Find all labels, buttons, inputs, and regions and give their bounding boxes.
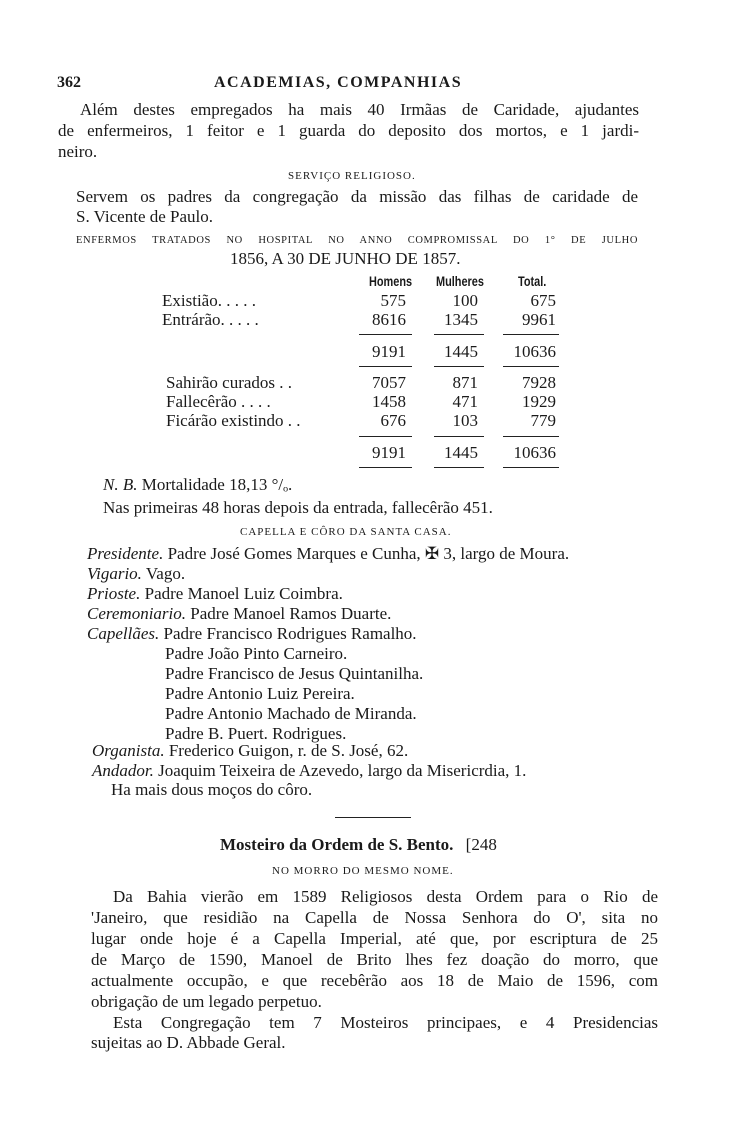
capellao-name: Padre B. Puert. Rodrigues.	[165, 724, 347, 743]
mosteiro-line: de Março de 1590, Manoel de Brito lhes fez doação do morro, que	[91, 950, 658, 969]
running-title: ACADEMIAS, COMPANHIAS	[214, 74, 463, 91]
sum-rule	[503, 436, 559, 437]
mosteiro-title-text: Mosteiro da Ordem de S. Bento.	[220, 835, 454, 854]
page-number: 362	[57, 74, 81, 91]
table-row-label: Existião. . . . .	[162, 291, 256, 310]
mosteiro-title	[220, 835, 497, 855]
capella-entry	[87, 564, 185, 584]
cell-homens: 575	[380, 291, 406, 310]
sum-rule	[434, 334, 484, 335]
column-header-mulheres: Mulheres	[436, 273, 484, 289]
section-divider	[335, 817, 411, 818]
capella-role: Prioste.	[87, 584, 141, 603]
table-row-label: Sahirão curados . .	[166, 373, 293, 392]
table-heading: ENFERMOS TRATADOS NO HOSPITAL NO ANNO COMPROMISSAL DO 1° DE JULHO	[76, 235, 638, 246]
subtotal-total: 10636	[513, 443, 556, 462]
cell-mulheres: 471	[452, 392, 478, 411]
capella-role: Andador.	[92, 761, 154, 780]
cell-homens: 7057	[372, 373, 406, 392]
cell-homens: 8616	[372, 310, 406, 329]
table-row-label: Entrárão. . . . .	[162, 310, 259, 329]
capellao-name: Padre Antonio Luiz Pereira.	[165, 684, 355, 703]
sum-rule	[359, 366, 412, 367]
column-header-homens: Homens	[369, 273, 413, 289]
capella-name: Padre Manoel Luiz Coimbra.	[144, 584, 343, 603]
nb-label: N. B.	[103, 475, 138, 494]
subtotal-mulheres: 1445	[444, 443, 478, 462]
capella-name: Vago.	[145, 564, 186, 583]
intro-line: de enfermeiros, 1 feitor e 1 guarda do deposito dos mortos, e 1 jardi-	[58, 121, 639, 140]
table-row-label: Fallecêrão . . . .	[166, 392, 271, 411]
capella-role: Organista.	[92, 741, 165, 760]
sum-rule	[434, 436, 484, 437]
section-heading-servico: SERVIÇO RELIGIOSO.	[288, 170, 416, 182]
cell-homens: 1458	[372, 392, 406, 411]
mosteiro-line: lugar onde hoje é a Capella Imperial, até que, por escriptura de 25	[91, 929, 658, 948]
mosteiro-line: sujeitas ao D. Abbade Geral.	[91, 1033, 286, 1052]
capella-footer: Ha mais dous moços do côro.	[111, 780, 313, 799]
cell-total: 9961	[522, 310, 556, 329]
mosteiro-line: actualmente occupão, e que recebêrão aos 18 de Maio de 1596, com	[91, 971, 658, 990]
mortality-note: Nas primeiras 48 horas depois da entrada, fallecêrão 451.	[103, 498, 493, 517]
cell-mulheres: 1345	[444, 310, 478, 329]
mosteiro-ref: [248	[465, 835, 497, 854]
cell-homens: 676	[380, 411, 406, 430]
capellao-name: Padre Antonio Machado de Miranda.	[165, 704, 417, 723]
capella-role: Ceremoniario.	[87, 604, 187, 623]
subtotal-total: 10636	[513, 342, 556, 361]
mosteiro-line: Esta Congregação tem 7 Mosteiros principaes, e 4 Presidencias	[113, 1013, 658, 1032]
sum-rule	[503, 366, 559, 367]
section-heading-capella: CAPELLA E CÔRO DA SANTA CASA.	[240, 526, 452, 538]
capella-name: Frederico Guigon, r. de S. José, 62.	[168, 741, 409, 760]
servico-line: S. Vicente de Paulo.	[76, 207, 214, 226]
nb-text: Mortalidade 18,13 °/ₒ.	[141, 475, 293, 494]
cell-mulheres: 871	[452, 373, 478, 392]
cell-total: 779	[530, 411, 556, 430]
intro-line: neiro.	[58, 142, 98, 161]
capella-entry	[92, 761, 526, 781]
capella-name: Padre Manoel Ramos Duarte.	[190, 604, 392, 623]
cell-total: 1929	[522, 392, 556, 411]
nb-line	[103, 475, 292, 495]
intro-line: Além destes empregados ha mais 40 Irmãas de Caridade, ajudantes	[80, 100, 639, 119]
column-header-total: Total.	[518, 273, 547, 289]
capella-name: Joaquim Teixeira de Azevedo, largo da Misericrdia, 1.	[158, 761, 527, 780]
mosteiro-line: Da Bahia vierão em 1589 Religiosos desta Ordem para o Rio de	[113, 887, 658, 906]
servico-line: Servem os padres da congregação da missão das filhas de caridade de	[76, 187, 638, 206]
sum-rule	[434, 467, 484, 468]
capellao-name: Padre João Pinto Carneiro.	[165, 644, 348, 663]
table-row-label: Ficárão existindo . .	[166, 411, 301, 430]
capella-name: Padre Francisco Rodrigues Ramalho.	[163, 624, 417, 643]
sum-rule	[503, 467, 559, 468]
subtotal-homens: 9191	[372, 342, 406, 361]
capella-entry	[92, 741, 408, 761]
capella-entry	[87, 544, 569, 564]
table-heading-dates: 1856, A 30 DE JUNHO DE 1857.	[230, 249, 461, 268]
cell-mulheres: 100	[452, 291, 478, 310]
sum-rule	[359, 334, 412, 335]
capella-role: Presidente.	[87, 544, 164, 563]
mosteiro-line: obrigação de um legado perpetuo.	[91, 992, 322, 1011]
sum-rule	[359, 467, 412, 468]
cell-mulheres: 103	[452, 411, 478, 430]
sum-rule	[359, 436, 412, 437]
cell-total: 675	[530, 291, 556, 310]
subtotal-mulheres: 1445	[444, 342, 478, 361]
capella-entry	[87, 604, 391, 624]
subtotal-homens: 9191	[372, 443, 406, 462]
mosteiro-subheading: NO MORRO DO MESMO NOME.	[272, 865, 454, 877]
capella-entry	[87, 624, 417, 644]
sum-rule	[503, 334, 559, 335]
capella-role: Vigario.	[87, 564, 142, 583]
capella-name: Padre José Gomes Marques e Cunha, ✠ 3, largo de Moura.	[167, 544, 570, 563]
capella-entry	[87, 584, 343, 604]
sum-rule	[434, 366, 484, 367]
cell-total: 7928	[522, 373, 556, 392]
capellao-name: Padre Francisco de Jesus Quintanilha.	[165, 664, 424, 683]
capella-role: Capellães.	[87, 624, 160, 643]
mosteiro-line: 'Janeiro, que residião na Capella de Nossa Senhora do O', sita no	[91, 908, 658, 927]
